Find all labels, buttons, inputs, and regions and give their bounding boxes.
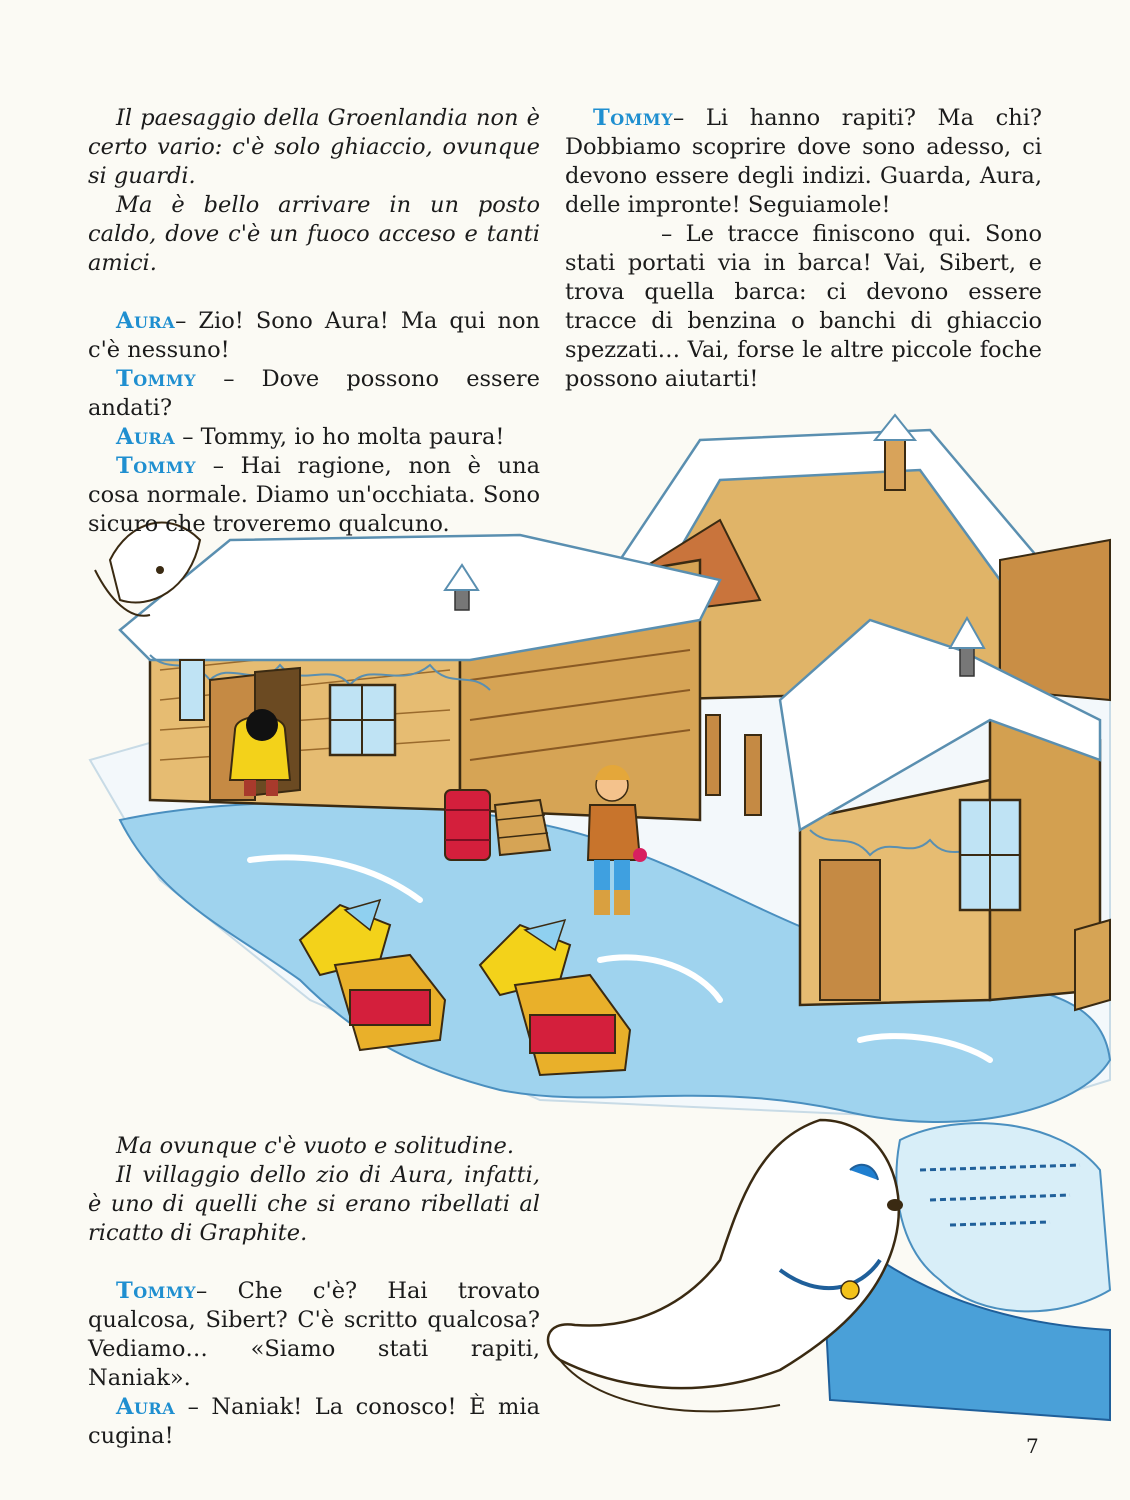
speaker-name: Tommy [116,366,197,392]
left-house [120,535,720,820]
narration: Ma ovunque c'è vuoto e solitudine. [116,1133,514,1159]
speaker-name: Tommy [593,105,674,131]
dialogue-line [88,423,540,452]
dialogue-line [88,1393,540,1451]
post [745,735,761,815]
dialogue-text: – Che c'è? Hai trovato qualcosa, Sibert? C'è scritto qualcosa? Vediamo… «Siamo stati rapiti, Naniak». [88,1278,540,1391]
speaker-name: Tommy [116,1278,197,1304]
dialogue-text: – Naniak! La conosco! È mia cugina! [88,1394,540,1449]
dialogue-text: – Dove possono essere andati? [88,366,540,421]
narration: Il villaggio dello zio di Aura, infatti, è uno di quelli che si erano ribellati al ricatto di Graphite. [88,1162,540,1246]
text-column-right-top [565,104,1042,394]
narration: Il paesaggio della Groenlandia non è certo vario: c'è solo ghiaccio, ovunque si guardi. [88,105,540,189]
speaker-name: Aura [116,1394,176,1420]
dialogue-text: – Hai ragione, non è una cosa normale. Diamo un'occhiata. Sono sicuro che troveremo qualcuno. [88,453,540,537]
speaker-name: Aura [116,308,176,334]
dialogue-line [88,307,540,365]
text-column-left-top [88,104,540,539]
speaker-name: Aura [116,424,176,450]
narration: Ma è bello arrivare in un posto caldo, dove c'è un fuoco acceso e tanti amici. [88,192,540,276]
speaker-name: Tommy [116,453,197,479]
dialogue-line [565,104,1042,220]
dialogue-line [88,452,540,539]
page-number: 7 [1026,1434,1039,1458]
text-column-left-bottom [88,1132,540,1451]
dialogue-continuation: – Le tracce finiscono qui. Sono stati portati via in barca! Vai, Sibert, e trova quella barca: ci devono essere tracce di benzina o banchi di ghiaccio spezzati… Vai, forse le altre piccole foche possono aiutarti! [565,221,1042,392]
dialogue-text: – Li hanno rapiti? Ma chi? Dobbiamo scoprire dove sono adesso, ci devono essere degli indizi. Guarda, Aura, delle impronte! Seguiamole! [565,105,1042,218]
wooden-crate [495,800,550,855]
dialogue-line [88,365,540,423]
post [706,715,720,795]
dialogue-line [88,1277,540,1393]
crate-right [1075,920,1110,1010]
dialogue-text: – Zio! Sono Aura! Ma qui non c'è nessuno! [88,308,540,363]
red-barrel [445,790,490,860]
dialogue-text: – Tommy, io ho molta paura! [182,424,505,450]
